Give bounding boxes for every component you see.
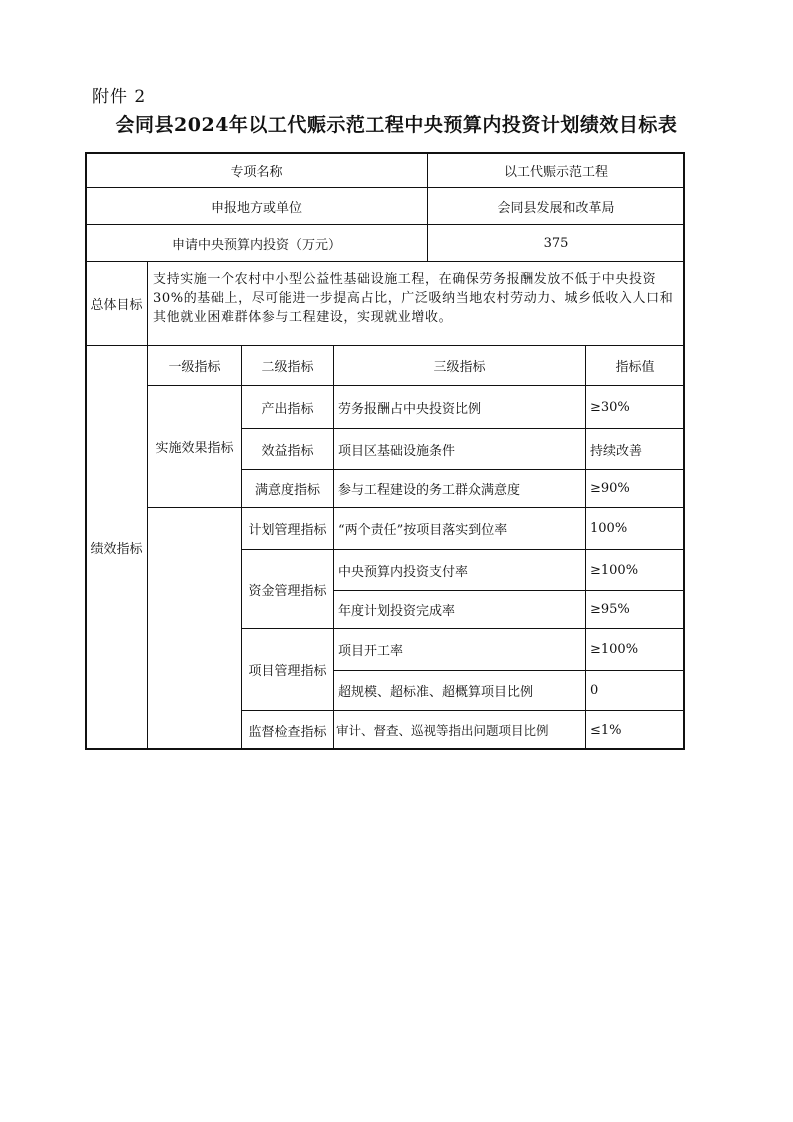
value-payment-rate: ≥100%: [590, 562, 639, 578]
value-labor-pay-ratio: ≥30%: [590, 399, 630, 415]
level3-payment-rate: 中央预算内投资支付率: [338, 564, 469, 580]
performance-indicator-label: 绩效指标: [90, 542, 143, 557]
overall-goal-label: 总体目标: [90, 298, 143, 313]
value-start-rate: ≥100%: [590, 642, 639, 657]
level2-fund-management: 资金管理指标: [248, 583, 327, 599]
level3-over-scale-ratio: 超规模、超标准、超概算项目比例: [338, 685, 534, 700]
applicant-label: 申报地方或单位: [210, 200, 302, 216]
level3-annual-completion: 年度计划投资完成率: [338, 604, 456, 619]
level2-benefit: 效益指标: [261, 443, 314, 459]
level3-labor-pay-ratio: 劳务报酬占中央投资比例: [338, 401, 482, 417]
special-item-label: 专项名称: [230, 164, 283, 180]
header-level3: 三级指标: [433, 360, 486, 375]
value-worker-satisfaction: ≥90%: [590, 481, 630, 496]
level2-plan-management: 计划管理指标: [248, 523, 327, 538]
level3-two-responsibilities: “两个责任”按项目落实到位率: [338, 523, 508, 538]
value-two-responsibilities: 100%: [590, 521, 628, 536]
attachment-label: 附件 2: [92, 87, 147, 107]
level2-satisfaction: 满意度指标: [254, 483, 320, 498]
row-divider: [86, 261, 684, 262]
page-title: 会同县2024年以工代赈示范工程中央预算内投资计划绩效目标表: [115, 114, 678, 136]
header-level1: 一级指标: [168, 360, 221, 375]
level2-project-management: 项目管理指标: [248, 664, 327, 679]
level3-audit-issues: 审计、督查、巡视等指出问题项目比例: [336, 723, 549, 738]
value-audit-issues: ≤1%: [590, 722, 622, 738]
level3-start-rate: 项目开工率: [338, 644, 404, 659]
investment-label: 申请中央预算内投资（万元）: [171, 237, 341, 253]
value-over-scale-ratio: 0: [590, 683, 599, 698]
investment-value: 375: [543, 235, 569, 251]
applicant-value: 会同县发展和改革局: [497, 200, 615, 216]
level1-implementation-effect: 实施效果指标: [155, 441, 234, 456]
value-infrastructure: 持续改善: [590, 443, 643, 459]
header-level2: 二级指标: [261, 360, 314, 375]
level3-infrastructure: 项目区基础设施条件: [338, 443, 456, 459]
level2-output: 产出指标: [261, 401, 314, 417]
overall-goal-text: 支持实施一个农村中小型公益性基础设施工程，在确保劳务报酬发放不低于中央投资30%的基础上，尽可能进一步提高占比，广泛吸纳当地农村劳动力、城乡低收入人口和其他就业困难群体参与工程建设，实现就业增收。: [153, 272, 674, 325]
value-annual-completion: ≥95%: [590, 602, 630, 617]
level2-supervision: 监督检查指标: [248, 724, 327, 740]
special-item-value: 以工代赈示范工程: [503, 164, 608, 180]
level3-worker-satisfaction: 参与工程建设的务工群众满意度: [338, 483, 521, 498]
header-value: 指标值: [615, 360, 655, 375]
